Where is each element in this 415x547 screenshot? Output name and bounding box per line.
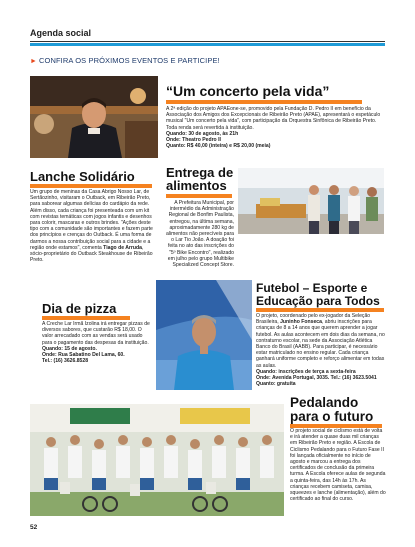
- section-title: Agenda social: [30, 28, 92, 38]
- triangle-bullet-icon: ►: [30, 58, 38, 65]
- pizza-article: [42, 321, 154, 364]
- pizza-body: A Creche Lar Irmã Izolina irá entregar pizzas de diversos sabores, que custarão R$ 18,00. O valor arrecadado com as vendas será usado para o pagamento das despesas da instituição.: [42, 321, 150, 346]
- concert-article: [166, 106, 384, 149]
- entrega-title-underline: [166, 194, 232, 198]
- lanche-signature: Tiago de Arruda: [103, 244, 142, 251]
- concert-body: A 2ª edição do projeto APAEone-se, promovido pela Fundação D. Pedro II em benefício da Associação dos Amigos dos Excepcionais de Ribeirão Preto (APAE), apresentará o espetáculo musical "Um concerto pela vida", com participação da Orquestra Sinfônica de Ribeirão Preto. Toda renda será revertida à instituição.: [166, 106, 381, 131]
- pedalando-title: Pedalando para o futuro: [290, 395, 374, 424]
- pizza-title: Dia de pizza: [42, 301, 117, 316]
- pizza-when: Quando: 15 de agosto.: [42, 345, 97, 352]
- photo-cycling-class: [30, 404, 284, 516]
- futebol-when: Quando: inscrições de terça a sexta-feira: [256, 368, 356, 375]
- futebol-title-underline: [256, 308, 384, 312]
- photo-football-coach: [156, 280, 252, 390]
- lanche-title: Lanche Solidário: [30, 169, 135, 184]
- futebol-coach-name: Juninho Fonseca: [280, 319, 322, 326]
- futebol-price: Quanto: gratuita: [256, 381, 296, 388]
- pedalando-body: O projeto social de ciclismo está de volta e irá atender a quase duas mil crianças em Ribeirão Preto e região. A Escola de Ciclismo Pedalando para o Futuro Fase II foi lançada oficialmente no início de agosto e marcou a entrega dos certificados de conclusão da primeira turma. A Escola oferece aulas de segunda a quinta-feira, das 14h às 17h. As crianças recebem camiseta, camisa, squeezes e lanche (alimentação), além do certificado ao final do curso.: [290, 428, 386, 503]
- concert-title: “Um concerto pela vida”: [166, 83, 330, 99]
- photo-food-donation: [238, 168, 384, 234]
- futebol-where: Onde: Avenida Portugal, 3035. Tel.: (16) 3623.5041: [256, 375, 377, 382]
- lanche-article: [30, 189, 158, 263]
- concert-when: Quando: 30 de agosto, às 21h: [166, 130, 239, 137]
- entrega-body: A Prefeitura Municipal, por intermédio da Administração Regional de Bonfim Paulista, entregou, na última semana, aproximadamente 280 kg de alimentos não perecíveis para o Lar Tio João. A doação foi feita no ato das inscrições do "5º Bike Encontro", realizado em julho pelo grupo Multibike Specialized Concept Store.: [166, 200, 234, 269]
- pizza-phone: Tel.: (16) 3626.8528: [42, 358, 89, 365]
- page-number: 52: [30, 524, 38, 531]
- futebol-body: , abriu inscrições para crianças de 8 a 14 anos que querem aprender a jogar futebol. As aulas acontecem em dois dias da semana, no contraturno escolar, na sede da Associação Atlética Banco do Brasil (AABB). Para participar, é necessário estar matriculado no ensino regular. Cada criança ganhará uniforme completo e reforço alimentar em todas as aulas.: [256, 319, 385, 369]
- photo-restaurant-host: [30, 76, 158, 158]
- futebol-body-intro: O projeto, coordenado pelo ex-jogador da Seleção Brasileira,: [256, 313, 371, 326]
- concert-where: Onde: Theatro Pedro II: [166, 137, 221, 144]
- lanche-body: Um grupo de meninas da Casa Abrigo Nosso Lar, de Sertãozinho, visitaram o Outback, em Ribeirão Preto, para saborear algumas delícias do cardápio da rede. Além disso, cada criança foi presenteada com um kit com revistas temáticas com jogos infantis e desenhos para colorir, mascaras e outros brindes. "Ações deste tipo com a comunidade são importantes e fazem parte dos princípios e crenças do Outback. É uma forma de darmos a nossa contribuição social para a cidade e a região onde estamos", comenta: [30, 189, 153, 251]
- lanche-signature-rest: , sócio-proprietário do Outback Steakhouse de Ribeirão Preto.: [30, 244, 153, 264]
- futebol-article: [256, 313, 386, 387]
- pizza-title-underline: [42, 316, 130, 320]
- header-accent-rule: [30, 43, 385, 46]
- futebol-title: Futebol – Esporte e Educação para Todos: [256, 281, 380, 308]
- concert-price: Quanto: R$ 40,00 (inteira) e R$ 20,00 (meia): [166, 143, 271, 150]
- pizza-where: Onde: Rua Sabatino Del Lama, 60.: [42, 352, 125, 359]
- subhead-text: CONFIRA OS PRÓXIMOS EVENTOS E PARTICIPE!: [39, 56, 220, 65]
- entrega-article: [166, 200, 234, 268]
- concert-title-underline: [166, 100, 362, 104]
- entrega-title: Entrega de alimentos: [166, 165, 234, 193]
- section-subhead: [30, 56, 220, 65]
- lanche-title-underline: [30, 184, 152, 188]
- pedalando-article: [290, 428, 386, 502]
- header-rule: [30, 41, 385, 42]
